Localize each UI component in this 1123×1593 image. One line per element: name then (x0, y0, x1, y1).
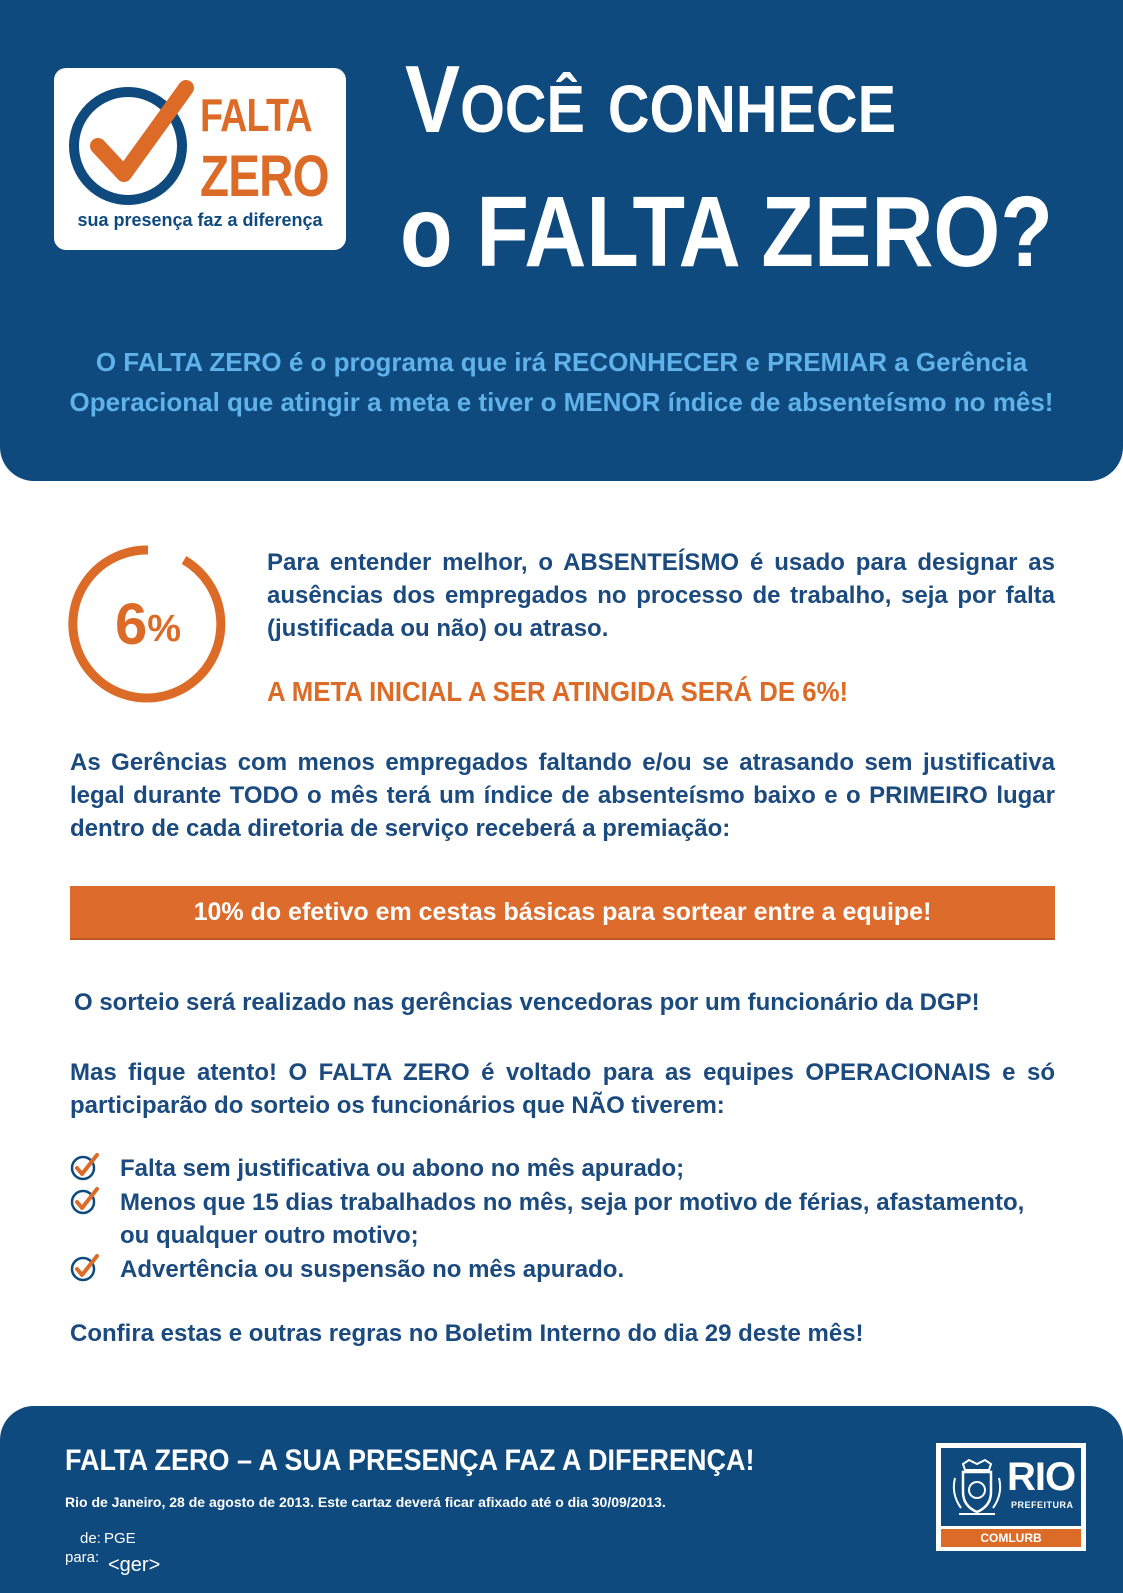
percent-unit: % (147, 607, 182, 650)
check-circle-icon (70, 1186, 100, 1216)
footer-from-value: PGE (104, 1530, 136, 1547)
rule-text: Advertência ou suspensão no mês apurado. (120, 1256, 625, 1283)
winners-paragraph: As Gerências com menos empregados faltando e/ou se atrasando sem justificativa legal durante TODO o mês terá um índice de absenteísmo baixo e o PRIMEIRO lugar dentro de cada diretoria de serviço receberá a premiação: (70, 749, 1055, 842)
percent-badge (68, 544, 228, 704)
goal-statement: A META INICIAL A SER ATINGIDA SERÁ DE 6%! (267, 676, 849, 707)
logo-word-zero: ZERO (200, 144, 329, 209)
rio-logo-subtitle: PREFEITURA (1011, 1500, 1074, 1510)
rio-coat-of-arms-icon (949, 1458, 1005, 1518)
footer-to-label: para: (65, 1549, 100, 1566)
footer-from-label: de: (80, 1530, 101, 1547)
prize-text: 10% do efetivo em cestas básicas para sortear entre a equipe! (193, 897, 932, 926)
percent-value: 6 (114, 591, 148, 657)
rio-logo-panel (941, 1448, 1081, 1526)
intro-line-1: O FALTA ZERO é o programa que irá RECONHECER e PREMIAR a Gerência (95, 347, 1028, 377)
prize-banner (70, 886, 1055, 940)
rule-text: Menos que 15 dias trabalhados no mês, seja por motivo de férias, afastamento, ou qualquer outro motivo; (120, 1189, 1025, 1249)
intro-line-2: Operacional que atingir a meta e tiver o MENOR índice de absenteísmo no mês! (69, 387, 1054, 417)
logo-word-falta: FALTA (200, 89, 312, 141)
footer-notice: Rio de Janeiro, 28 de agosto de 2013. Este cartaz deverá ficar afixado até o dia 30/09/2013. (65, 1494, 666, 1510)
footer-slogan: FALTA ZERO – A SUA PRESENÇA FAZ A DIFERENÇA! (65, 1444, 755, 1477)
checkmark-circle-icon (68, 78, 198, 208)
falta-zero-logo (54, 68, 346, 250)
headline-line-2: o FALTA ZERO? (400, 176, 1053, 288)
logo-slogan: sua presença faz a diferença (77, 210, 323, 230)
definition-paragraph: Para entender melhor, o ABSENTEÍSMO é usado para designar as ausências dos empregados no processo de trabalho, seja por falta (justificada ou não) ou atraso. (267, 549, 1055, 642)
rule-text: Falta sem justificativa ou abono no mês apurado; (120, 1155, 685, 1182)
headline-line-1: Você conhece (405, 46, 897, 153)
check-circle-icon (70, 1152, 100, 1182)
bulletin-statement: Confira estas e outras regras no Boletim Interno do dia 29 deste mês! (70, 1320, 864, 1347)
footer-to-value: <ger> (108, 1554, 161, 1576)
comlurb-band: COMLURB (941, 1529, 1081, 1547)
intro-text (50, 342, 1073, 422)
attention-paragraph: Mas fique atento! O FALTA ZERO é voltado para as equipes OPERACIONAIS e só participarão do sorteio os funcionários que NÃO tiverem: (70, 1059, 1055, 1119)
rio-prefeitura-logo (934, 1441, 1088, 1553)
check-circle-icon (70, 1253, 100, 1283)
draw-statement: O sorteio será realizado nas gerências vencedoras por um funcionário da DGP! (74, 989, 980, 1016)
rio-logo-word: RIO (1007, 1455, 1076, 1499)
